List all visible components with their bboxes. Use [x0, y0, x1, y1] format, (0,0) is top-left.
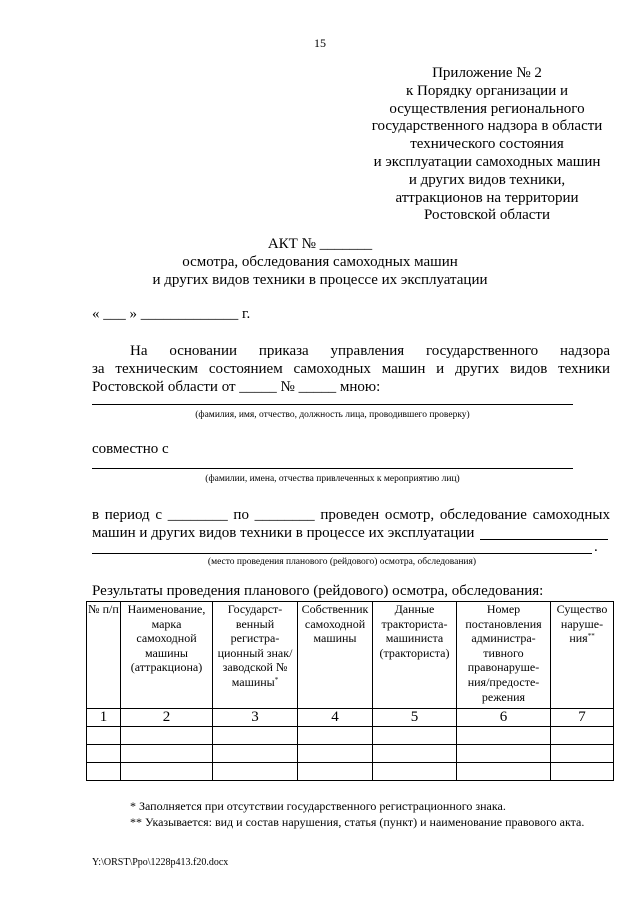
basis-line: Ростовской области от _____ № _____ мною:	[92, 379, 381, 395]
appendix-line: государственного надзора в области	[371, 118, 603, 135]
column-number: 6	[457, 709, 551, 727]
header-cell: Государст-венный регистра-ционный знак/ заводской № машины*	[213, 602, 298, 709]
table-cell[interactable]	[373, 727, 457, 745]
header-cell: Данные тракториста-машиниста (тракториста)	[373, 602, 457, 709]
table-cell[interactable]	[298, 745, 373, 763]
column-number: 1	[87, 709, 121, 727]
table-cell[interactable]	[213, 763, 298, 781]
period-blank	[480, 539, 608, 540]
footnote-mark: **	[587, 632, 595, 641]
date-line: « ___ » _____________ г.	[92, 306, 251, 322]
table-row	[87, 763, 614, 781]
table-cell[interactable]	[213, 727, 298, 745]
footnote: * Заполняется при отсутствии государственного регистрационного знака.	[130, 799, 506, 813]
table-cell[interactable]	[121, 763, 213, 781]
header-cell: Наименование, марка самоходной машины (аттракциона)	[121, 602, 213, 709]
table-cell[interactable]	[551, 727, 614, 745]
period-line: в период с ________ по ________ проведен осмотр, обследование самоходных	[92, 507, 610, 523]
table-header-row	[87, 602, 614, 709]
place-blank	[92, 553, 592, 554]
table-cell[interactable]	[213, 745, 298, 763]
appendix-line: осуществления регионального	[389, 100, 585, 117]
jointly-label: совместно с	[92, 441, 169, 457]
act-subtitle: и других видов техники в процессе их эксплуатации	[152, 272, 488, 288]
header-cell: Существо наруше-ния**	[551, 602, 614, 709]
table-cell[interactable]	[551, 763, 614, 781]
header-cell: Номер постановления администра-тивного правонаруше-ния/предосте-режения	[457, 602, 551, 709]
table-cell[interactable]	[298, 727, 373, 745]
table-cell[interactable]	[121, 745, 213, 763]
table-cell[interactable]	[373, 763, 457, 781]
results-heading: Результаты проведения планового (рейдового) осмотра, обследования:	[92, 583, 544, 599]
table-cell[interactable]	[457, 727, 551, 745]
table-cell[interactable]	[87, 727, 121, 745]
appendix-header	[358, 65, 616, 225]
table-cell[interactable]	[373, 745, 457, 763]
footnote: ** Указывается: вид и состав нарушения, статья (пункт) и наименование правового акта.	[130, 815, 585, 829]
appendix-line: и других видов техники,	[408, 171, 566, 188]
place-caption: (место проведения планового (рейдового) осмотра, обследования)	[207, 557, 477, 567]
footer-file-path: Y:\ORST\Ppo\1228p413.f20.docx	[92, 857, 229, 868]
basis-line: за техническим состоянием самоходных машин и других видов техники	[92, 361, 610, 377]
column-number: 7	[551, 709, 614, 727]
table-cell[interactable]	[457, 745, 551, 763]
header-cell: № п/п	[87, 602, 121, 709]
act-title: АКТ № _______	[267, 236, 373, 252]
column-number: 2	[121, 709, 213, 727]
table-row	[87, 727, 614, 745]
footnote-mark: *	[274, 675, 279, 684]
period-end-dot: .	[594, 539, 598, 555]
table-cell[interactable]	[457, 763, 551, 781]
column-number: 4	[298, 709, 373, 727]
table-row	[87, 745, 614, 763]
appendix-line: Приложение № 2	[432, 65, 542, 81]
column-number: 3	[213, 709, 298, 727]
header-cell: Собственник самоходной машины	[298, 602, 373, 709]
act-subtitle: осмотра, обследования самоходных машин	[182, 254, 458, 270]
column-number-row	[87, 709, 614, 727]
table-cell[interactable]	[87, 763, 121, 781]
appendix-line: и эксплуатации самоходных машин	[373, 153, 601, 170]
page-number: 15	[314, 36, 326, 50]
appendix-line: к Порядку организации и	[405, 82, 569, 99]
appendix-line: аттракционов на территории	[395, 189, 579, 206]
column-number: 5	[373, 709, 457, 727]
results-table	[86, 601, 614, 781]
basis-line: На основании приказа управления государственного надзора	[130, 343, 610, 359]
appendix-line: Ростовской области	[424, 207, 550, 224]
period-line: машин и других видов техники в процессе их эксплуатации	[92, 525, 475, 541]
inspector-blank	[92, 404, 573, 405]
table-cell[interactable]	[551, 745, 614, 763]
participants-blank	[92, 468, 573, 469]
table-cell[interactable]	[87, 745, 121, 763]
inspector-caption: (фамилия, имя, отчество, должность лица, проводившего проверку)	[195, 410, 470, 420]
table-cell[interactable]	[298, 763, 373, 781]
appendix-line: технического состояния	[410, 136, 564, 153]
participants-caption: (фамилии, имена, отчества привлеченных к мероприятию лиц)	[205, 474, 460, 484]
table-cell[interactable]	[121, 727, 213, 745]
